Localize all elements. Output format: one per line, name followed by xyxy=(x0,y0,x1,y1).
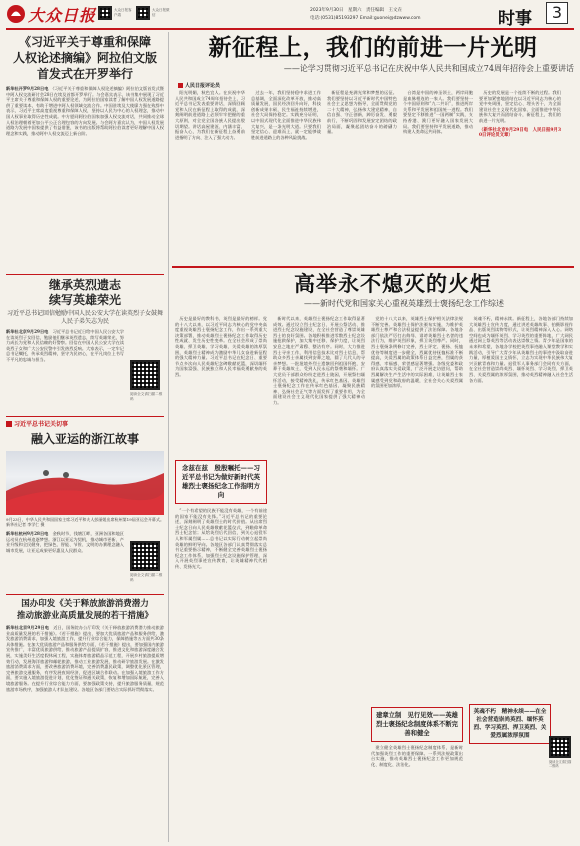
heroes-col-4 xyxy=(469,316,573,842)
heritage-qr-code xyxy=(130,360,160,390)
heroes-col-3-bottom: 建立健全英雄烈士褒扬纪念制度体系，是新时代加强英烈工作的重要保障。一系列法规政策出台实施，推动英雄烈士褒扬纪念工作更加规范化、制度化、法治化。 xyxy=(371,745,463,767)
heroes-box1 xyxy=(371,707,463,742)
heroes-col-2: 新时代以来，英雄烈士褒扬纪念工作取得显著成效。通过设立烈士纪念日、开展公祭活动、推进烈士纪念设施建设，在全社会营造了尊崇英雄烈士的良好氛围。各地积极推进零散烈士纪念设施抢救保护，加大集中迁移、保护力度，让英烈安息之地庄严肃穆、整洁有序。同时，大力推进烈士寻亲工作，利用信息技术比对烈士信息，帮助众多烈士亲属找到安葬之地，圆了几代人的寻亲梦想。一批批境外烈士遗骸回到祖国怀抱，安葬于英雄故土，受到人民永远的祭奠和缅怀。广大党员干部群众纷纷走进烈士陵园，开展祭扫缅怀活动，接受精神洗礼，传承红色基因。英雄烈士褒扬纪念工作在传承红色基因、凝聚民族精神、弘扬社会正气等方面发挥了重要作用，为全面建设社会主义现代化国家提供了强大精神动力。 xyxy=(273,316,365,405)
zhejiang-article xyxy=(6,419,164,583)
arab-title-3: 首发式在开罗举行 xyxy=(36,67,133,81)
zhejiang-dateline: 新华社杭州9月28日电 xyxy=(6,531,49,536)
column-tag-text: 习近平总书记关切事 xyxy=(14,421,69,428)
app-label-2: 大众日报微信 xyxy=(152,8,170,17)
heroes-col-1-bottom: “一个有希望的民族不能没有英雄，一个有前途的国家不能没有先锋。”习近平总书记的重要论述，深刻阐明了英雄烈士的时代价值。从出席烈士纪念日向人民英雄敬献花篮仪式，到瞻仰革命烈士纪念馆；从给英烈后代回信，到关心退役军人和军属烈属……总书记以实际行动树立起崇尚英雄的鲜明导向。各地区各部门认真贯彻落实总书记重要指示精神，不断健全完善英雄烈士褒扬纪念工作体系，加强烈士纪念设施保护管理，深入开展英烈事迹宣传教育，让英雄精神代代相传、发扬光大。 xyxy=(175,508,267,569)
lead-col-5: 历史的发展是一个连续不断的过程。我们要更加紧密地团结在以习近平同志为核心的党中央周围，坚定信心、埋头苦干，为全面建设社会主义现代化国家、全面推进中华民族伟大复兴而团结奋斗，新征程上，我们的前进一片光明。 （新华社北京9月29日电 人民日报9月30日评论员文章） xyxy=(479,90,561,139)
masthead-rule xyxy=(6,28,574,30)
page-number: 3 xyxy=(551,3,563,22)
heroes-box2-text: 英魂不朽 精神永续——在全社会营造崇尚英烈、缅怀英烈、学习英烈、捍卫英烈、关爱烈属浓厚氛围 xyxy=(473,709,547,739)
heroes-box2 xyxy=(469,704,551,744)
heroes-title: 高举永不熄灭的火炬 xyxy=(294,271,492,296)
left-column-divider xyxy=(168,32,169,842)
zhejiang-caption xyxy=(6,517,164,529)
heroes-body xyxy=(175,316,573,842)
arab-dateline: 新华社开罗9月28日电 xyxy=(6,86,49,91)
heroes-box1-text: 建章立制 见行见效——英雄烈士褒扬纪念制度体系不断完善和健全 xyxy=(376,712,458,737)
tourism-dateline: 新华社北京9月29日电 xyxy=(6,625,49,630)
lead-col-1: 阳光明媚，秋色宜人。在庆祝中华人民共和国成立74周年招待会上，习近平总书记发表重要讲话，深情回顾党和人民在新征程上取得的成就，深刻阐明前进道路上必须牢牢把握的重大原则，对全党全国各族人民提出殷切期望。讲话高屋建瓴、内涵丰富、振奋人心，为我们在新征程上奋勇前进指明了方向、注入了强大动力。 xyxy=(175,90,245,140)
heritage-qr-note: 阅读全文请扫描二维码 xyxy=(130,392,163,401)
heroes-qr-note: 阅读全文请扫描二维码 xyxy=(549,760,572,768)
logo-emblem-icon xyxy=(6,4,26,24)
lead-col-3: 新征程是充满光荣和梦想的远征。我们要坚持以习近平新时代中国特色社会主义思想为指导，全面贯彻党的二十大精神，弘扬伟大建党精神，自信自强、守正创新，踔厉奋发、勇毅前行，不断巩固和发展安定团结的政治局面，凝聚起团结奋斗的磅礴力量。 xyxy=(327,90,397,135)
asian-games-photo xyxy=(6,451,164,515)
zhejiang-qr-code xyxy=(130,541,160,571)
arab-body: 新华社开罗9月28日电 《习近平关于尊重和保障人权论述摘编》阿拉伯文版首发式暨中阿人权交流研讨会28日在埃及首都开罗举行。与会嘉宾表示，该书集中展现了习近平主席关于尊重和保障人权的重要论述，为阿拉伯国家读者了解中国人权发展道路提供了重要读本，有助于增进中阿人权领域交流合作。中国驻埃及大使廖力强在致辞中表示，习近平主席高度重视尊重和保障人权，坚持以人民为中心的人权理念，推动中国人权事业取得历史性成就。中方愿同阿拉伯国家加强人权交流对话，共同推动全球人权治理朝着更加公平公正合理包容的方向发展。与会阿方嘉宾认为，中国人权发展道路为发展中国家提供了有益借鉴，该书的出版将帮助阿拉伯读者更好理解中国人权理念和实践，推动阿中人权交流迈上新台阶。 xyxy=(6,86,164,136)
heritage-body: 新华社北京9月29日电 习近平总书记近日给中国人民公安大学在读英烈子女回信，勉励他们继承英烈遗志，续写英雄荣光，努力成长为党和人民信赖的好警察。回信在中国人民公安大学在读英烈子女和广大公安民警中引发热烈反响。大家表示，一定牢记总书记嘱托，传承英烈精神，坚守为民初心，在平凡岗位上书写不平凡的忠诚与担当。 xyxy=(6,329,124,362)
tourism-article xyxy=(6,598,164,837)
heroes-col-1-top: 历史是最好的教科书，英烈是最好的榜样。党的十八大以来，以习近平同志为核心的党中央高度重视英雄烈士褒扬纪念工作，作出一系列重大决策部署，推动英雄烈士褒扬纪念工作取得历史性成就、发生历史性变革。在全社会形成了崇尚英雄、捍卫英雄、学习英雄、关爱英雄的浓厚氛围，英雄烈士精神成为激励中华儿女奋进新征程的强大精神力量。习近平总书记在纪念日、重要节点多次向人民英雄纪念碑敬献花篮，深切缅怀为国家富强、民族独立和人民幸福英勇献身的英烈。 xyxy=(175,316,267,377)
heroes-subtitle: ——新时代党和国家关心重视英雄烈士褒扬纪念工作综述 xyxy=(304,299,504,308)
lead-col-2: 过去一年，我们坚持稳中求进工作总基调，全面深化改革开放，推动高质量发展，国民经济回升向好，科技创新成果丰硕，民生福祉持续增进，社会大局保持稳定。实践充分证明，以中国式现代化全面推进中华民族伟大复兴，是一条光明大道。只要我们坚定信心、迎难而上，就一定能够战胜前进道路上的各种风险挑战。 xyxy=(251,90,321,140)
heroes-pull-quote-box xyxy=(175,460,267,504)
lead-subtitle: ——论学习贯彻习近平总书记在庆祝中华人民共和国成立74周年招待会上重要讲话 xyxy=(283,64,574,73)
app-qr-code xyxy=(98,6,112,20)
byline-marker-icon xyxy=(178,83,183,88)
zhejiang-photo-credit: 新华社记者 李学仁 摄 xyxy=(6,522,45,527)
date-line: 2023年9月30日 星期六 责任编辑 王文垚 xyxy=(310,8,403,13)
lead-byline: 人民日报评论员 xyxy=(185,83,221,89)
zhejiang-title: 融入亚运的浙江故事 xyxy=(30,432,139,446)
left-divider-2 xyxy=(6,416,164,417)
paper-name: 大众日报 xyxy=(28,6,97,25)
lead-title: 新征程上，我们的前进一片光明 xyxy=(208,34,538,61)
heroes-col-3-top: 党的十八大以来，英雄烈士保护相关法律法规不断完善。英雄烈士保护法颁布实施，为维护英雄烈士尊严和合法权益提供了法治保障。各地各部门依法严厉打击侮辱、诽谤英雄烈士名誉的违法行为，维护英烈形象，捍卫英烈尊严。同时，烈士褒扬条例修订完善，烈士评定、褒扬、抚恤优待等制度进一步健全，烈属优待抚恤标准不断提高，关爱烈属的政策体系日益完善，烈属的获得感、幸福感、荣誉感显著增强。各级党委和政府认真落实关爱政策，广泛开展走访慰问，帮助烈属解决生产生活中的实际困难，让英雄烈士家属感受到党和政府的温暖，全社会关心关爱烈属的氛围更加浓厚。 xyxy=(371,316,463,389)
arab-article xyxy=(6,34,164,272)
tourism-body: 新华社北京9月29日电 近日，国务院办公厅印发《关于释放旅游消费潜力推动旅游业高质量发展的若干措施》。《若干措施》提出，要加大优质旅游产品和服务供给，激发旅游消费需求，加强入境旅游工作，提升行业综合能力，保障措施等五方面共30条具体措施。在加大优质旅游产品和服务供给方面，《若干措施》提出，要加强国内旅游宣传推广，丰富优质旅游供给，推动旅游产品提质扩容，推进文化和旅游深度融合发展，实施美好生活度假休闲工程，实施体育旅游精品示范工程，开展乡村旅游提质增效行动，发展海洋旅游和邮轮旅游，推动工业旅游发展，推动研学旅游发展。在激发旅游消费需求方面，要改善旅游消费环境，完善消费惠民政策，调整优化景区管理，完善旅游交通服务，有序发展夜间经济，促进区域合作联动。在加强入境旅游工作方面，要实施入境旅游促进计划，优化签证和通关政策，恢复和增加国际航班，完善入境旅游服务。在提升行业综合能力方面，要加强政策支持，提升旅游服务质量，规范旅游市场秩序，加强旅游人才队伍建设。各地区各部门要结合实际抓好贯彻落实。 xyxy=(6,625,164,692)
lead-body xyxy=(175,90,573,262)
heritage-title-1: 继承英烈遗志 xyxy=(48,278,121,292)
left-divider-3 xyxy=(6,594,164,595)
left-divider-1 xyxy=(6,274,164,275)
zhejiang-qr-note: 阅读全文请扫描二维码 xyxy=(130,573,163,582)
heritage-kicker: 习近平总书记回信勉励中国人民公安大学在读英烈子女鼓舞人民子弟矢志为民 xyxy=(6,310,163,325)
lead-end-note: （新华社北京9月29日电 人民日报9月30日评论员文章） xyxy=(479,127,561,139)
lead-article xyxy=(172,33,574,75)
app-label-1: 大众日报客户端 xyxy=(114,8,132,17)
column-tag xyxy=(6,419,164,428)
newspaper-logo xyxy=(6,4,26,24)
heritage-article xyxy=(6,278,164,417)
heritage-dateline: 新华社北京9月29日电 xyxy=(6,329,49,334)
lead-byline-box xyxy=(178,82,220,89)
heroes-header xyxy=(172,270,574,310)
heroes-qr-code xyxy=(549,736,571,758)
zhejiang-caption-text: 9月23日，中华人民共和国国家主席习近平和夫人彭丽媛出席杭州第19届亚运会开幕式。 xyxy=(6,517,164,522)
tourism-title-2: 推动旅游业高质量发展的若干措施》 xyxy=(16,611,153,621)
heroes-col-3 xyxy=(371,316,463,842)
page-number-box xyxy=(546,2,568,24)
arab-title-1: 《习近平关于尊重和保障 xyxy=(18,35,151,49)
lead-bottom-rule xyxy=(172,266,574,268)
heritage-title-2: 续写英雄荣光 xyxy=(48,293,121,307)
wechat-qr-code xyxy=(136,6,150,20)
lead-col-4: 台湾是中国的神圣领土，两岸同胞是血脉相连的一家人。我们要坚持一个中国原则和“九二共识”，推进两岸关系和平发展和祖国统一进程。我们要坚定不移推进“一国两制”实践，支持香港、澳门更好融入国家发展大局。我们要坚持和平发展道路，推动构建人类命运共同体。 xyxy=(403,90,473,135)
column-tag-icon xyxy=(6,421,12,427)
arab-title-2: 人权论述摘编》阿拉伯文版 xyxy=(12,51,157,65)
tourism-title-1: 国办印发《关于释放旅游消费潜力 xyxy=(21,599,149,609)
section-name: 时事 xyxy=(498,9,532,29)
contact-line: 电话:(0531)85193297 Email:guonei@dzwww.com xyxy=(310,16,421,21)
zhejiang-body: 新华社杭州9月28日电 金秋时节，钱塘江畔，亚洲各国和地区运动员在杭州追逐梦想。浙江以亚运为契机，推动城市更新、产业升级和全民健身，把绿色、智能、节俭、文明的办赛理念融入城市发展，让亚运成果更好惠及人民群众。 xyxy=(6,531,124,553)
zhejiang-photo xyxy=(6,451,164,515)
heroes-col-1 xyxy=(175,316,267,842)
heroes-col-4-top: 英魂不朽，精神永续。新征程上，各地各部门持续加大英雄烈士宣传力度，通过讲述英雄故事、拍摄影视作品、出版英烈读物等形式，让英烈精神深入人心。网络空间也成为缅怀英烈、学习英烈的重要阵地，广大网民通过网上祭英烈等活动表达崇敬之情。青少年是国家的未来和希望，各地各学校把英烈事迹融入课堂教学和实践活动，引导广大青少年从英雄烈士的事迹中汲取奋进力量，厚植爱国主义情怀，立志为实现中华民族伟大复兴贡献青春和力量。退役军人事务部门会同有关方面，在全社会营造崇尚英烈、缅怀英烈、学习英烈、捍卫英烈、关爱烈属的浓厚氛围，推动英烈精神融入社会生活各方面。 xyxy=(469,316,573,383)
heroes-pull-quote: 念兹在兹 殷殷嘱托——习近平总书记为做好新时代英雄烈士褒扬纪念工作指明方向 xyxy=(182,464,260,499)
masthead xyxy=(0,0,580,28)
